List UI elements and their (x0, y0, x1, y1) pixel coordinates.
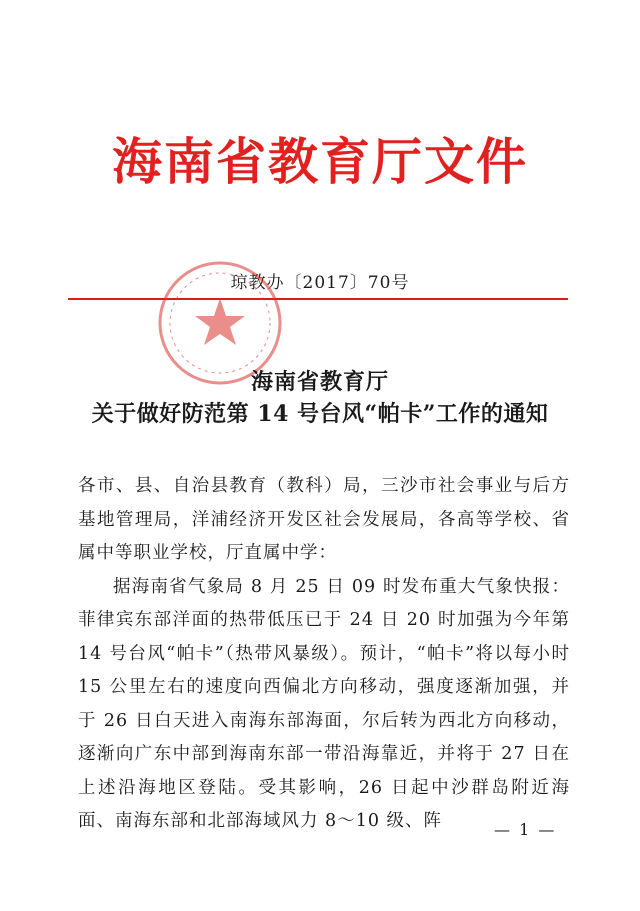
page-number: — 1 — (494, 820, 557, 839)
notice-body (78, 470, 570, 839)
document-number: 琼教办〔2017〕70号 (230, 273, 410, 293)
notice-title-line-2: 关于做好防范第 14 号台风“帕卡”工作的通知 (91, 401, 549, 427)
notice-title-line-1: 海南省教育厅 (250, 369, 389, 395)
addressees-paragraph: 各市、县、自治县教育（教科）局，三沙市社会事业与后方基地管理局，洋浦经济开发区社会发展局，各高等学校、省属中等职业学校，厅直属中学： (78, 476, 570, 563)
red-divider-rule (68, 298, 568, 300)
issuer-header: 海南省教育厅文件 (112, 132, 528, 191)
body-paragraph-1: 据海南省气象局 8 月 25 日 09 时发布重大气象快报：菲律宾东部洋面的热带低压已于 24 日 20 时加强为今年第 14 号台风“帕卡”（热带风暴级）。预计，“帕卡”将以每小时 15 公里左右的速度向西偏北方向移动，强度逐渐加强，并于 26 日白天进入南海东部海面，尔后转为西北方向移动，逐渐向广东中部到海南东部一带沿海靠近，并将于 27 日在上述沿海地区登陆。受其影响，26 日起中沙群岛附近海面、南海东部和北部海域风力 8～10 级、阵 (78, 576, 570, 831)
